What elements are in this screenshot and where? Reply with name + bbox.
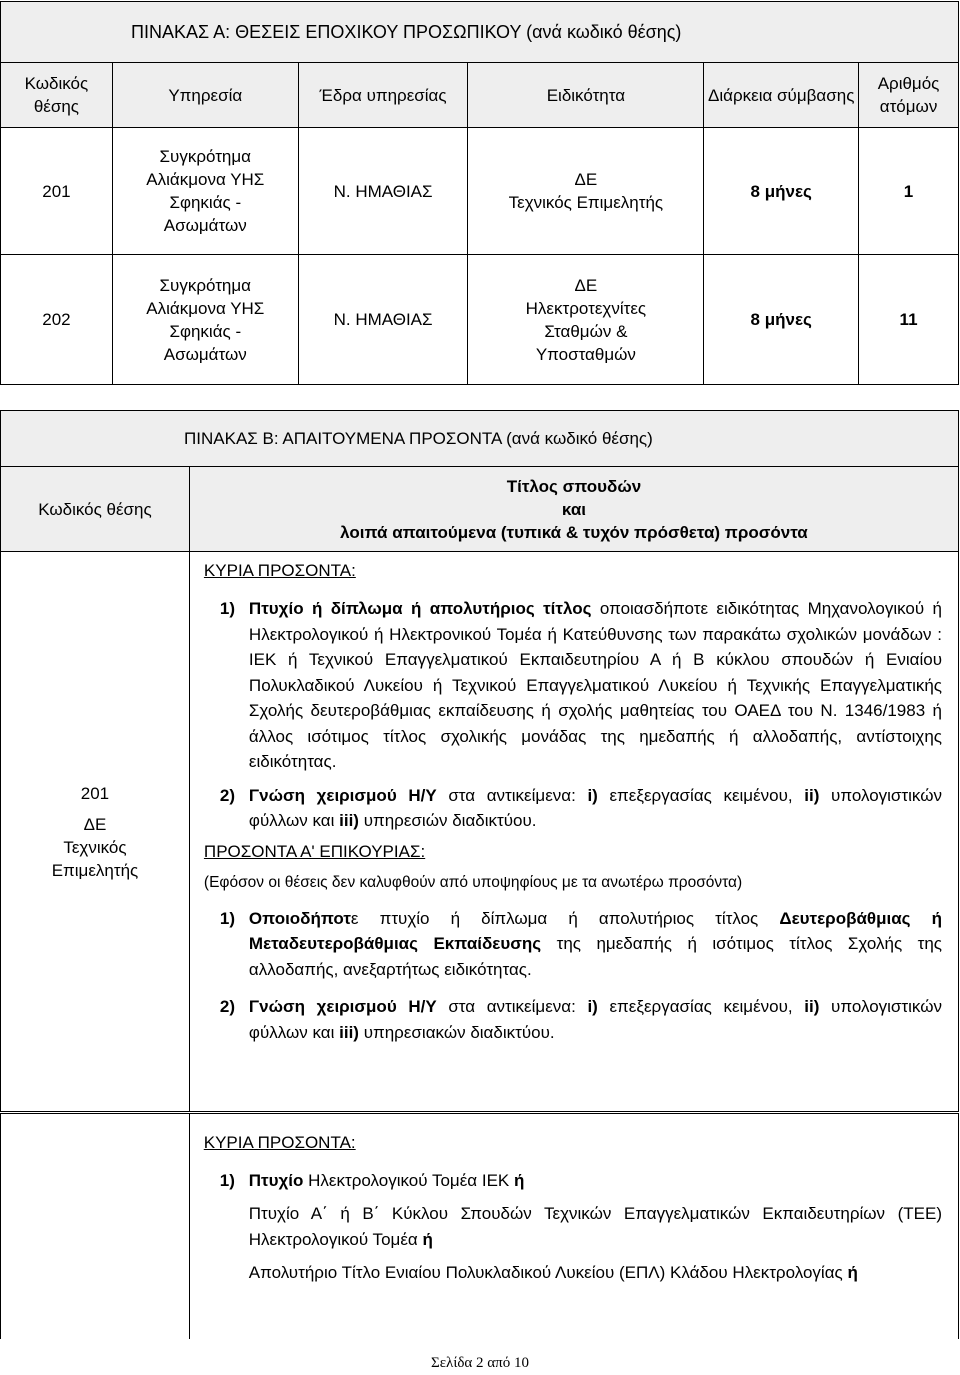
table-row [1,128,959,255]
item-bold: iii) [339,1022,359,1042]
item-text: επεξεργασίας κειμένου, [609,785,793,805]
item-bold: Πτυχίο ή δίπλωμα ή απολυτήριος τίτλος [248,599,592,618]
main-qualifications-heading: ΚΥΡΙΑ ΠΡΟΣΟΝΤΑ: [203,561,356,580]
table-a [0,1,959,385]
position-label [1,552,190,1112]
header-service: Υπηρεσία [112,63,298,128]
auxiliary-note: (Εφόσον οι θέσεις δεν καλυφθούν από υποψηφίους με τα ανωτέρω προσόντα) [203,874,743,891]
list-item [204,596,942,775]
header-duration: Διάρκεια σύμβασης [704,63,859,128]
item-text: Απολυτήριο Τίτλο Ενιαίου Πολυκλαδικού Λυκείου (ΕΠΛ) Κλάδου Ηλεκτρολογίας [248,1263,843,1282]
list-item [204,1260,942,1286]
item-number: 1) [219,1170,235,1190]
item-text: στα αντικείμενα: [448,785,576,805]
duration: 8 μήνες [704,128,859,255]
specialty-level: ΔΕ [574,170,598,189]
item-bold: ή [847,1263,858,1282]
item-bold: ii) [804,785,820,805]
item-bold: Πτυχίο [248,1170,304,1190]
service: Συγκρότημα Αλιάκμονα ΥΗΣ Σφηκιάς - Ασωμάτων [112,128,298,255]
position-label [1,1114,190,1339]
specialty-name: Ηλεκτροτεχνίτες Σταθμών & Υποσταθμών [525,298,647,364]
header-persons: Αριθμός ατόμων [859,63,959,128]
item-bold: i) [587,785,598,805]
item-text: υπολογιστικών φύλλων και [248,997,942,1042]
item-text: της ημεδαπής ή ισότιμος τίτλος Σχολής της αλλοδαπής, ανεξαρτήτως ειδικότητας. [248,934,942,979]
specialty-level: ΔΕ [83,814,107,834]
item-text: Ηλεκτρολογικού Τομέα ΙΕΚ [308,1170,510,1190]
header-seat: Έδρα υπηρεσίας [298,63,468,128]
item-number: 2) [219,997,236,1016]
header-specialty: Ειδικότητα [468,63,704,128]
persons: 11 [859,255,959,385]
item-bold: Γνώση χειρισμού Η/Υ [248,785,437,805]
service: Συγκρότημα Αλιάκμονα ΥΗΣ Σφηκιάς - Ασωμάτων [112,255,298,385]
header-code: Κωδικός θέσης [1,467,190,552]
specialty-name: Τεχνικός Επιμελητής [508,193,664,212]
specialty [468,255,704,385]
item-bold: Γνώση χειρισμού Η/Υ [248,997,437,1016]
table-a-title: ΠΙΝΑΚΑΣ Α: ΘΕΣΕΙΣ ΕΠΟΧΙΚΟΥ ΠΡΟΣΩΠΙΚΟΥ (ανά κωδικό θέσης) [1,2,959,63]
list-item [204,1201,942,1252]
list-item [204,1168,942,1194]
table-row [1,1114,959,1339]
position-code: 201 [80,783,110,803]
table-b-title: ΠΙΝΑΚΑΣ Β: ΑΠΑΙΤΟΥΜΕΝΑ ΠΡΟΣΟΝΤΑ (ανά κωδικό θέσης) [1,411,959,467]
item-bold: Οποιοδήποτ [248,908,351,928]
seat: Ν. ΗΜΑΘΙΑΣ [298,255,468,385]
table-b-continuation [0,1113,959,1339]
persons: 1 [859,128,959,255]
item-number: 2) [219,785,236,805]
list-item [204,994,942,1045]
auxiliary-qualifications-heading: ΠΡΟΣΟΝΤΑ Α' ΕΠΙΚΟΥΡΙΑΣ: [203,841,426,861]
item-text: στα αντικείμενα: [448,997,576,1016]
item-bold: ή [513,1170,525,1190]
position-code: 202 [1,255,113,385]
item-text: ε πτυχίο ή δίπλωμα ή απολυτήριος τίτλος [350,908,759,928]
item-bold: ii) [804,997,820,1016]
item-text: υπηρεσιών διαδικτύου. [363,811,537,830]
table-row [1,255,959,385]
item-number: 1) [219,599,236,618]
item-text: υπηρεσιακών διαδικτύου. [363,1022,555,1042]
table-b [0,410,959,1112]
item-text: οποιασδήποτε ειδικότητας Μηχανολογικού ή Ηλεκτρολογικού ή Ηλεκτρονικού Τομέα ή Κατεύθυνσης των παρακάτω σχολικών μονάδων : ΙΕΚ ή Τεχνικού Επαγγελματικού Εκπαιδευτηρίου Α ή Β κύκλου σπουδών ή Ενιαίου Πολυκλαδικού Λυκείου ή Τεχνικού Επαγγελματικού Λυκείου ή Τεχνικής Επαγγελματικής Σχολής δευτεροβάθμιας εκπαίδευσης ή σχολής μαθητείας του ΟΑΕΔ του Ν. 1346/1983 ή άλλος ισότιμος τίτλος σχολικής μονάδας της ημεδαπής ή αλλοδαπής, αντίστοιχης ειδικότητας. [248,599,943,771]
main-qualifications-heading: ΚΥΡΙΑ ΠΡΟΣΟΝΤΑ: [203,1133,356,1152]
list-item [204,906,942,983]
item-text: επεξεργασίας κειμένου, [609,997,793,1016]
requirements-cell [189,1114,958,1339]
requirements-cell [189,552,958,1112]
duration: 8 μήνες [704,255,859,385]
header-req-line: λοιπά απαιτούμενα (τυπικά & τυχόν πρόσθετα) προσόντα [340,522,808,542]
item-text: υπολογιστικών φύλλων και [248,785,942,830]
specialty [468,128,704,255]
header-code: Κωδικός θέσης [1,63,113,128]
specialty-name: Τεχνικός Επιμελητής [51,837,139,880]
header-requirements [189,467,958,552]
item-bold: iii) [339,811,359,830]
header-req-line: και [561,499,586,519]
page-footer: Σελίδα 2 από 10 [431,1355,529,1371]
specialty-level: ΔΕ [574,275,598,295]
position-code: 201 [1,128,113,255]
table-row [1,552,959,1112]
item-text: Πτυχίο Α΄ ή Β΄ Κύκλου Σπουδών Τεχνικών Επαγγελματικών Εκπαιδευτηρίων (ΤΕΕ) Ηλεκτρολογικού Τομέα [248,1204,942,1249]
item-bold: ή [422,1229,433,1249]
header-req-line: Τίτλος σπουδών [506,476,642,496]
item-number: 1) [219,908,236,928]
item-bold: i) [587,997,598,1016]
list-item [204,783,942,834]
item-bold: Δευτεροβάθμιας ή Μεταδευτεροβάθμιας Εκπαίδευσης [248,908,942,953]
seat: Ν. ΗΜΑΘΙΑΣ [298,128,468,255]
